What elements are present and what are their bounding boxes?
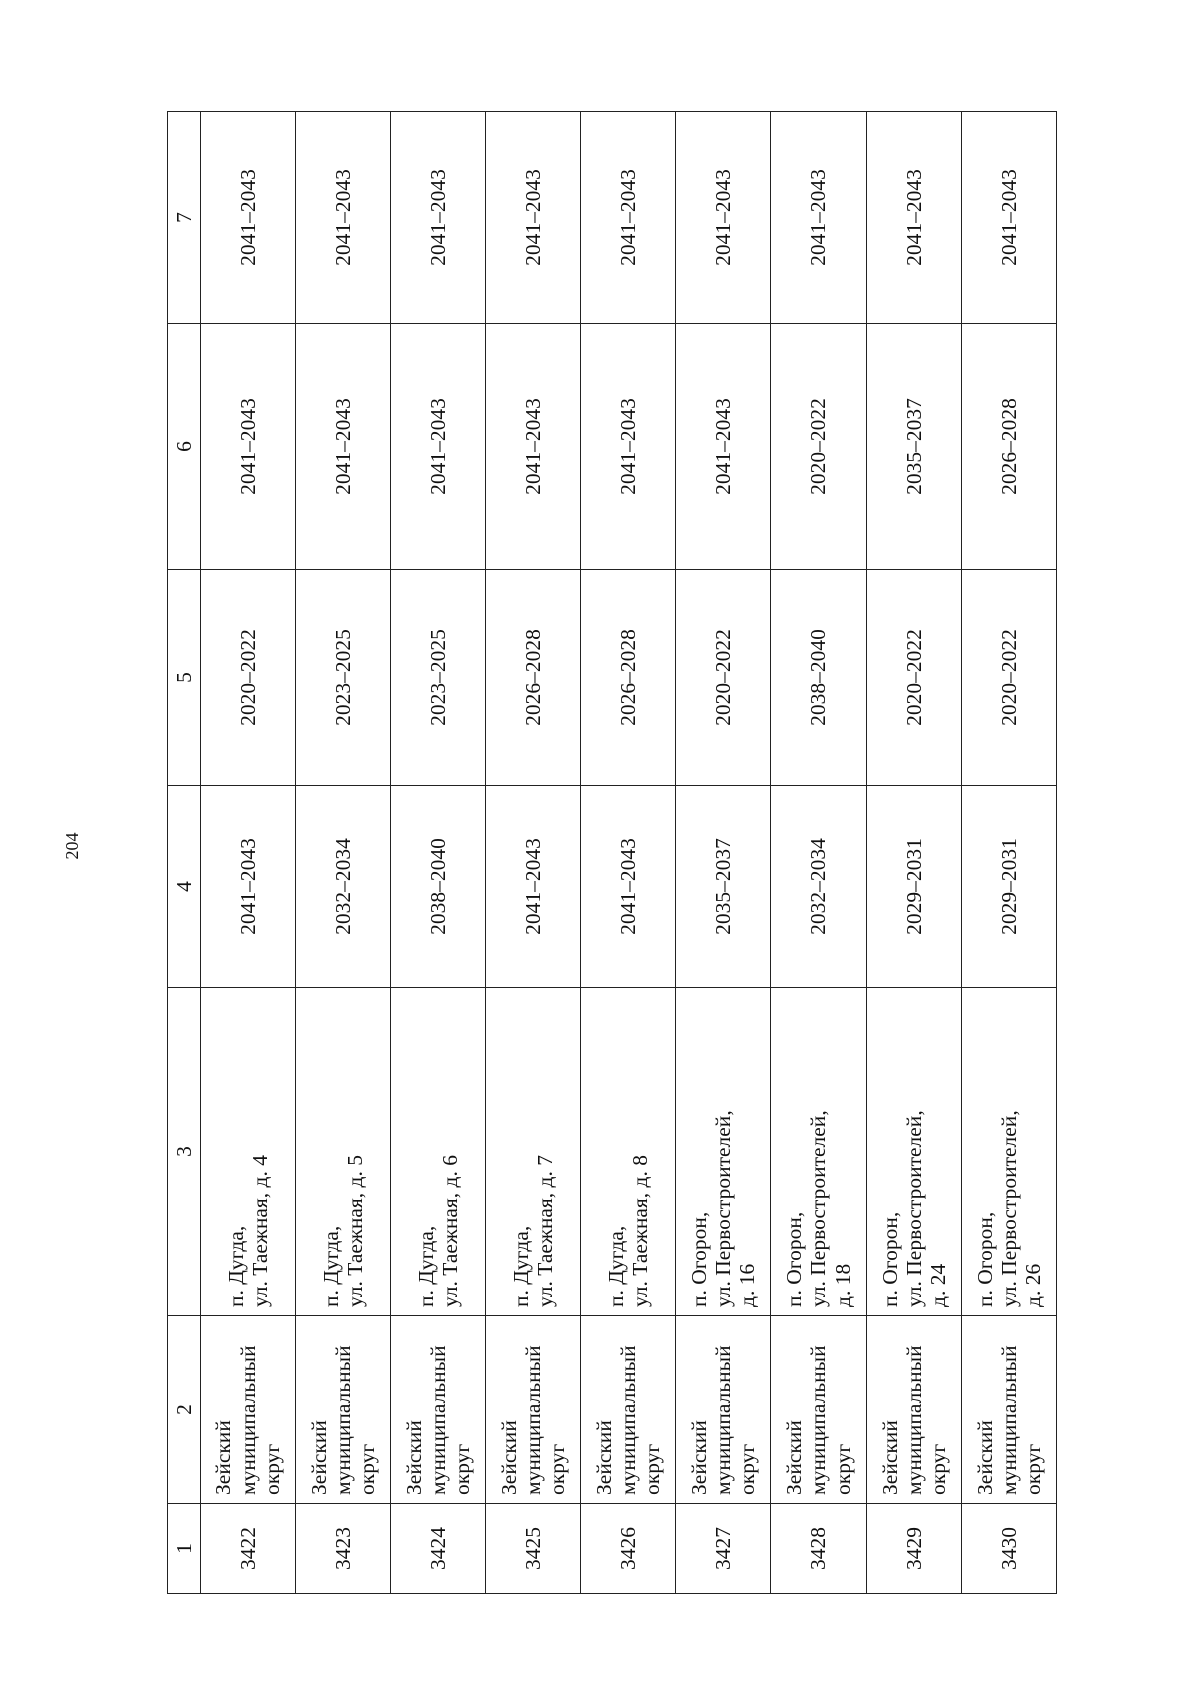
- address-cell: [961, 988, 1056, 1316]
- municipality-cell: [961, 1316, 1056, 1504]
- period-cell-col5: 2020–2022: [676, 570, 771, 786]
- table-row: [485, 112, 580, 1594]
- address-line: ул. Таежная, д. 4: [247, 1155, 272, 1307]
- municipality-line: муниципальный: [330, 1345, 355, 1495]
- table-row: [866, 112, 961, 1594]
- period-cell-col5: 2026–2028: [581, 570, 676, 786]
- period-cell-col7: 2041–2043: [485, 112, 580, 324]
- municipality-line: округ: [354, 1443, 379, 1495]
- municipality-line: округ: [925, 1443, 950, 1495]
- period-cell-col6: 2041–2043: [200, 324, 295, 570]
- table-row: [390, 112, 485, 1594]
- address-line: п. Огорон,: [782, 1211, 807, 1307]
- municipality-line: муниципальный: [996, 1345, 1021, 1495]
- period-cell-col6: 2041–2043: [390, 324, 485, 570]
- period-cell-col5: 2038–2040: [771, 570, 866, 786]
- period-cell-col7: 2041–2043: [581, 112, 676, 324]
- address-line: п. Дугда,: [604, 1225, 629, 1307]
- municipality-cell: [866, 1316, 961, 1504]
- period-cell-col6: 2020–2022: [771, 324, 866, 570]
- address-line: п. Дугда,: [223, 1225, 248, 1307]
- period-cell-col4: 2029–2031: [866, 786, 961, 988]
- period-cell-col4: 2029–2031: [961, 786, 1056, 988]
- address-cell: [485, 988, 580, 1316]
- page-number: 204: [62, 832, 82, 860]
- municipality-line: Зейский: [496, 1420, 521, 1495]
- period-cell-col7: 2041–2043: [866, 112, 961, 324]
- municipality-line: муниципальный: [521, 1345, 546, 1495]
- address-line: д. 24: [925, 1263, 950, 1307]
- municipality-line: Зейский: [687, 1420, 712, 1495]
- row-number-cell: 3426: [581, 1504, 676, 1594]
- address-cell: [771, 988, 866, 1316]
- period-cell-col4: 2041–2043: [581, 786, 676, 988]
- period-cell-col7: 2041–2043: [676, 112, 771, 324]
- address-cell: [581, 988, 676, 1316]
- municipality-cell: [581, 1316, 676, 1504]
- row-number-cell: 3422: [200, 1504, 295, 1594]
- table-row: [295, 112, 390, 1594]
- period-cell-col7: 2041–2043: [961, 112, 1056, 324]
- municipality-line: Зейский: [306, 1420, 331, 1495]
- municipality-line: муниципальный: [806, 1345, 831, 1495]
- period-cell-col4: 2032–2034: [295, 786, 390, 988]
- period-cell-col4: 2041–2043: [200, 786, 295, 988]
- address-line: п. Дугда,: [318, 1225, 343, 1307]
- period-cell-col4: 2038–2040: [390, 786, 485, 988]
- period-cell-col5: 2020–2022: [866, 570, 961, 786]
- period-cell-col6: 2041–2043: [485, 324, 580, 570]
- period-cell-col6: 2035–2037: [866, 324, 961, 570]
- municipality-line: муниципальный: [901, 1345, 926, 1495]
- municipality-line: Зейский: [972, 1420, 997, 1495]
- row-number-cell: 3425: [485, 1504, 580, 1594]
- table-body: [168, 112, 1057, 1594]
- address-line: д. 16: [735, 1263, 760, 1307]
- municipality-line: Зейский: [782, 1420, 807, 1495]
- table-row: [676, 112, 771, 1594]
- period-cell-col7: 2041–2043: [200, 112, 295, 324]
- municipality-line: округ: [259, 1443, 284, 1495]
- municipality-line: муниципальный: [425, 1345, 450, 1495]
- address-cell: [390, 988, 485, 1316]
- municipality-line: Зейский: [592, 1420, 617, 1495]
- row-number-cell: 3430: [961, 1504, 1056, 1594]
- municipality-line: Зейский: [211, 1420, 236, 1495]
- address-line: д. 18: [830, 1263, 855, 1307]
- address-line: ул. Таежная, д. 8: [628, 1155, 653, 1307]
- municipality-line: муниципальный: [711, 1345, 736, 1495]
- period-cell-col5: 2020–2022: [200, 570, 295, 786]
- row-number-cell: 3423: [295, 1504, 390, 1594]
- municipality-line: муниципальный: [616, 1345, 641, 1495]
- municipality-line: округ: [830, 1443, 855, 1495]
- table-row: [581, 112, 676, 1594]
- municipality-line: округ: [1020, 1443, 1045, 1495]
- address-line: ул. Первостроителей,: [711, 1110, 736, 1307]
- table-row: [771, 112, 866, 1594]
- address-line: ул. Первостроителей,: [901, 1110, 926, 1307]
- column-header-4: 4: [168, 786, 201, 988]
- municipality-cell: [676, 1316, 771, 1504]
- address-line: ул. Первостроителей,: [996, 1110, 1021, 1307]
- column-header-2: 2: [168, 1316, 201, 1504]
- address-line: ул. Таежная, д. 7: [533, 1155, 558, 1307]
- municipality-line: Зейский: [877, 1420, 902, 1495]
- municipality-line: муниципальный: [235, 1345, 260, 1495]
- address-line: ул. Первостроителей,: [806, 1110, 831, 1307]
- period-cell-col6: 2041–2043: [295, 324, 390, 570]
- period-cell-col4: 2035–2037: [676, 786, 771, 988]
- address-line: п. Дугда,: [413, 1225, 438, 1307]
- schedule-table: [167, 111, 1057, 1594]
- address-line: ул. Таежная, д. 6: [437, 1155, 462, 1307]
- municipality-cell: [390, 1316, 485, 1504]
- municipality-line: округ: [449, 1443, 474, 1495]
- period-cell-col6: 2041–2043: [676, 324, 771, 570]
- period-cell-col4: 2041–2043: [485, 786, 580, 988]
- period-cell-col6: 2026–2028: [961, 324, 1056, 570]
- municipality-line: Зейский: [401, 1420, 426, 1495]
- address-line: п. Огорон,: [877, 1211, 902, 1307]
- table-row: [961, 112, 1056, 1594]
- row-number-cell: 3428: [771, 1504, 866, 1594]
- period-cell-col4: 2032–2034: [771, 786, 866, 988]
- address-line: ул. Таежная, д. 5: [342, 1155, 367, 1307]
- municipality-cell: [485, 1316, 580, 1504]
- column-number-row: [168, 112, 201, 1594]
- period-cell-col5: 2023–2025: [390, 570, 485, 786]
- address-cell: [200, 988, 295, 1316]
- address-line: п. Дугда,: [508, 1225, 533, 1307]
- table-container: [167, 112, 1057, 1594]
- table-row: [200, 112, 295, 1594]
- municipality-line: округ: [735, 1443, 760, 1495]
- period-cell-col5: 2020–2022: [961, 570, 1056, 786]
- period-cell-col5: 2026–2028: [485, 570, 580, 786]
- address-line: п. Огорон,: [972, 1211, 997, 1307]
- column-header-3: 3: [168, 988, 201, 1316]
- row-number-cell: 3429: [866, 1504, 961, 1594]
- address-cell: [866, 988, 961, 1316]
- column-header-5: 5: [168, 570, 201, 786]
- period-cell-col5: 2023–2025: [295, 570, 390, 786]
- period-cell-col7: 2041–2043: [295, 112, 390, 324]
- row-number-cell: 3424: [390, 1504, 485, 1594]
- column-header-1: 1: [168, 1504, 201, 1594]
- column-header-6: 6: [168, 324, 201, 570]
- row-number-cell: 3427: [676, 1504, 771, 1594]
- municipality-cell: [200, 1316, 295, 1504]
- address-line: п. Огорон,: [687, 1211, 712, 1307]
- address-cell: [676, 988, 771, 1316]
- address-cell: [295, 988, 390, 1316]
- period-cell-col7: 2041–2043: [390, 112, 485, 324]
- period-cell-col6: 2041–2043: [581, 324, 676, 570]
- municipality-line: округ: [640, 1443, 665, 1495]
- municipality-line: округ: [545, 1443, 570, 1495]
- column-header-7: 7: [168, 112, 201, 324]
- period-cell-col7: 2041–2043: [771, 112, 866, 324]
- municipality-cell: [771, 1316, 866, 1504]
- municipality-cell: [295, 1316, 390, 1504]
- address-line: д. 26: [1020, 1263, 1045, 1307]
